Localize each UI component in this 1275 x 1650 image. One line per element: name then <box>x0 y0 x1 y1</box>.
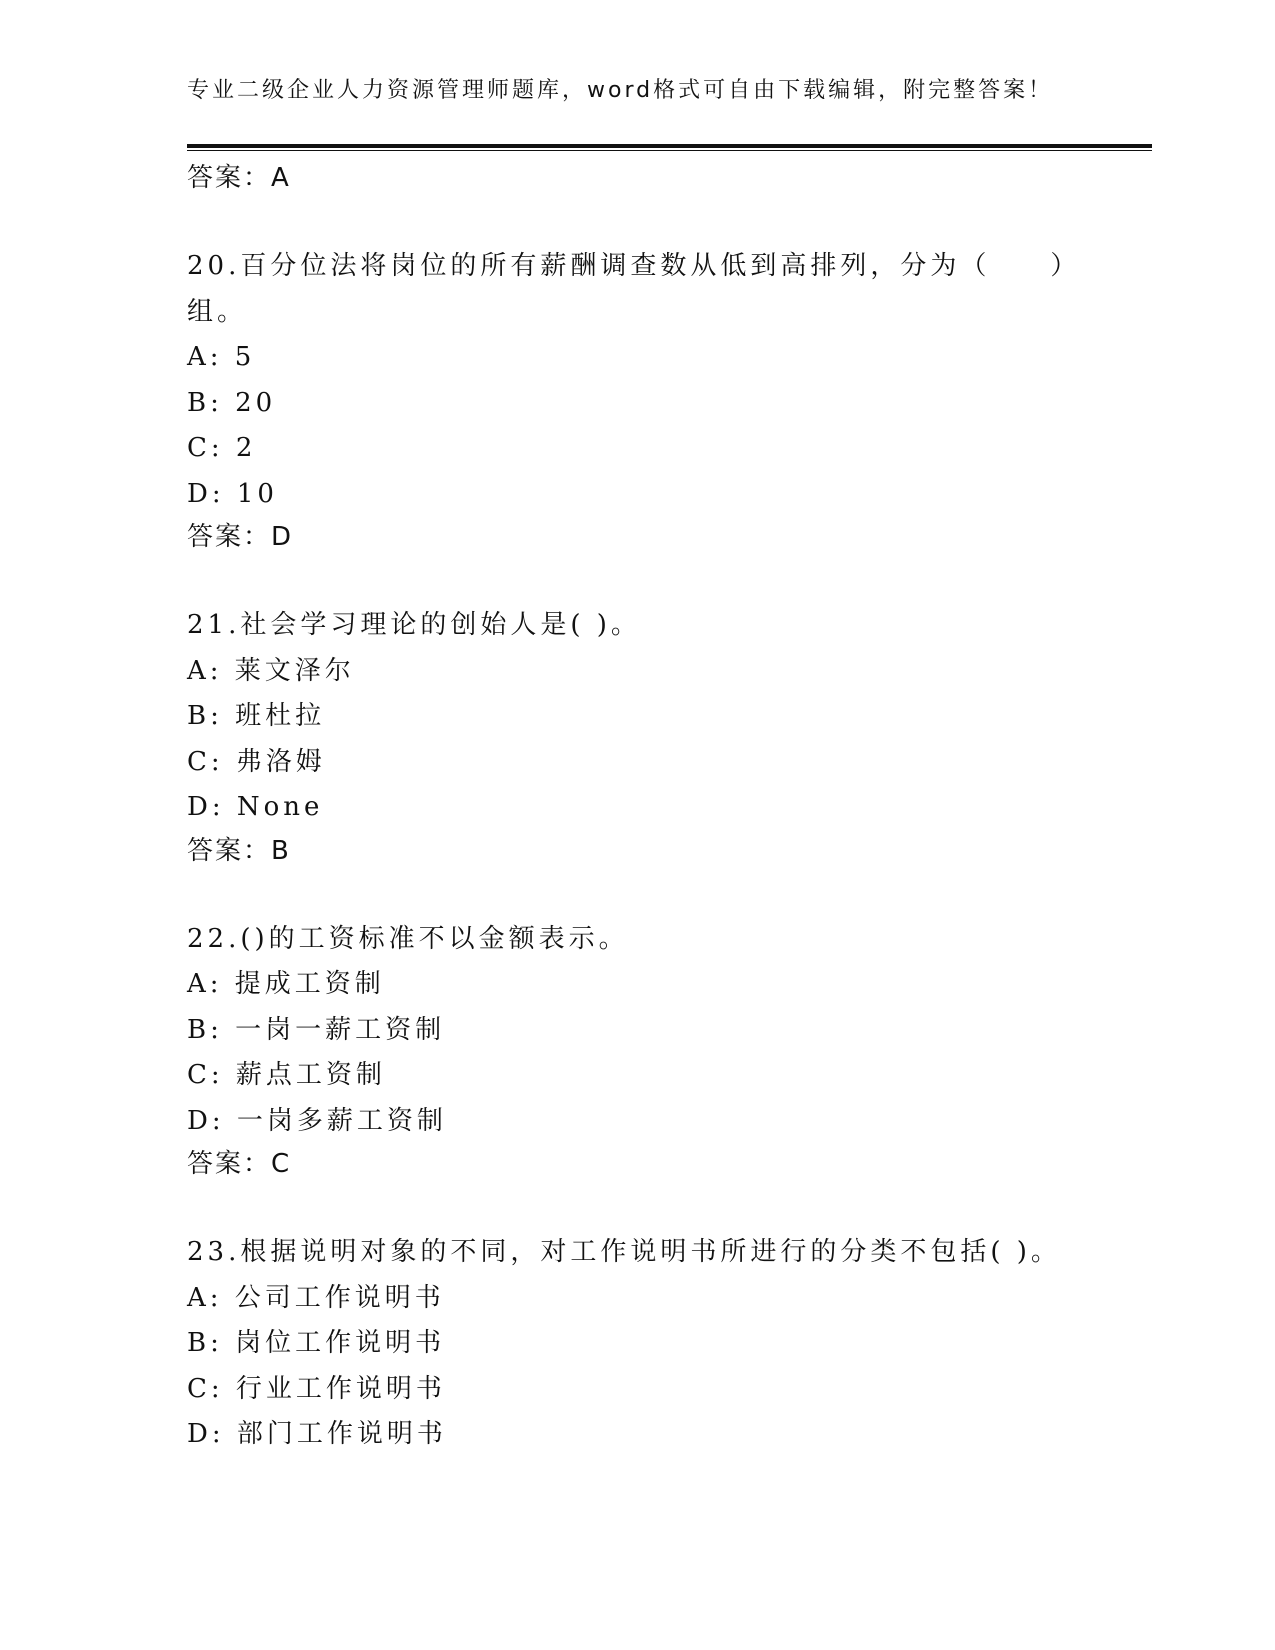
option-c: C: 薪点工资制 <box>187 1060 386 1090</box>
option-d: D: None <box>187 792 324 822</box>
question-item <box>187 603 1152 871</box>
option-a: A: 提成工资制 <box>187 969 385 999</box>
header-rule-thick <box>187 144 1152 148</box>
option-b: B: 一岗一薪工资制 <box>187 1014 446 1045</box>
option-d: D: 10 <box>187 478 278 509</box>
answer-line: 答案：B <box>187 835 291 866</box>
answer-line: 答案：C <box>187 1149 292 1179</box>
question-stem: 21.社会学习理论的创始人是( )。 <box>187 610 641 640</box>
question-item <box>187 917 1152 1185</box>
option-a: A: 公司工作说明书 <box>187 1282 445 1313</box>
spacer <box>187 871 1152 917</box>
question-stem: 22.()的工资标准不以金额表示。 <box>187 923 629 954</box>
option-b: B: 班杜拉 <box>187 701 326 731</box>
option-a: A: 5 <box>187 342 256 372</box>
question-item <box>187 244 1152 557</box>
option-b: B: 岗位工作说明书 <box>187 1328 446 1358</box>
answer-line: 答案：D <box>187 522 294 552</box>
option-d: D: 一岗多薪工资制 <box>187 1105 447 1136</box>
question-stem: 20.百分位法将岗位的所有薪酬调查数从低到高排列，分为（ ）组。 <box>187 251 1068 327</box>
spacer <box>187 198 1152 244</box>
option-c: C: 2 <box>187 433 257 463</box>
question-list <box>187 158 1152 1458</box>
question-item <box>187 1230 1152 1458</box>
spacer <box>187 557 1152 603</box>
option-a: A: 莱文泽尔 <box>187 655 355 686</box>
option-c: C: 行业工作说明书 <box>187 1373 446 1404</box>
answer-line: 答案：A <box>187 163 291 193</box>
header-rule-thin <box>187 150 1152 151</box>
option-c: C: 弗洛姆 <box>187 746 326 777</box>
spacer <box>187 1184 1152 1230</box>
option-b: B: 20 <box>187 387 277 418</box>
page-header: 专业二级企业人力资源管理师题库，word格式可自由下载编辑，附完整答案！ <box>187 78 1054 103</box>
question-stem: 23.根据说明对象的不同，对工作说明书所进行的分类不包括( )。 <box>187 1237 1061 1267</box>
option-d: D: 部门工作说明书 <box>187 1419 447 1449</box>
